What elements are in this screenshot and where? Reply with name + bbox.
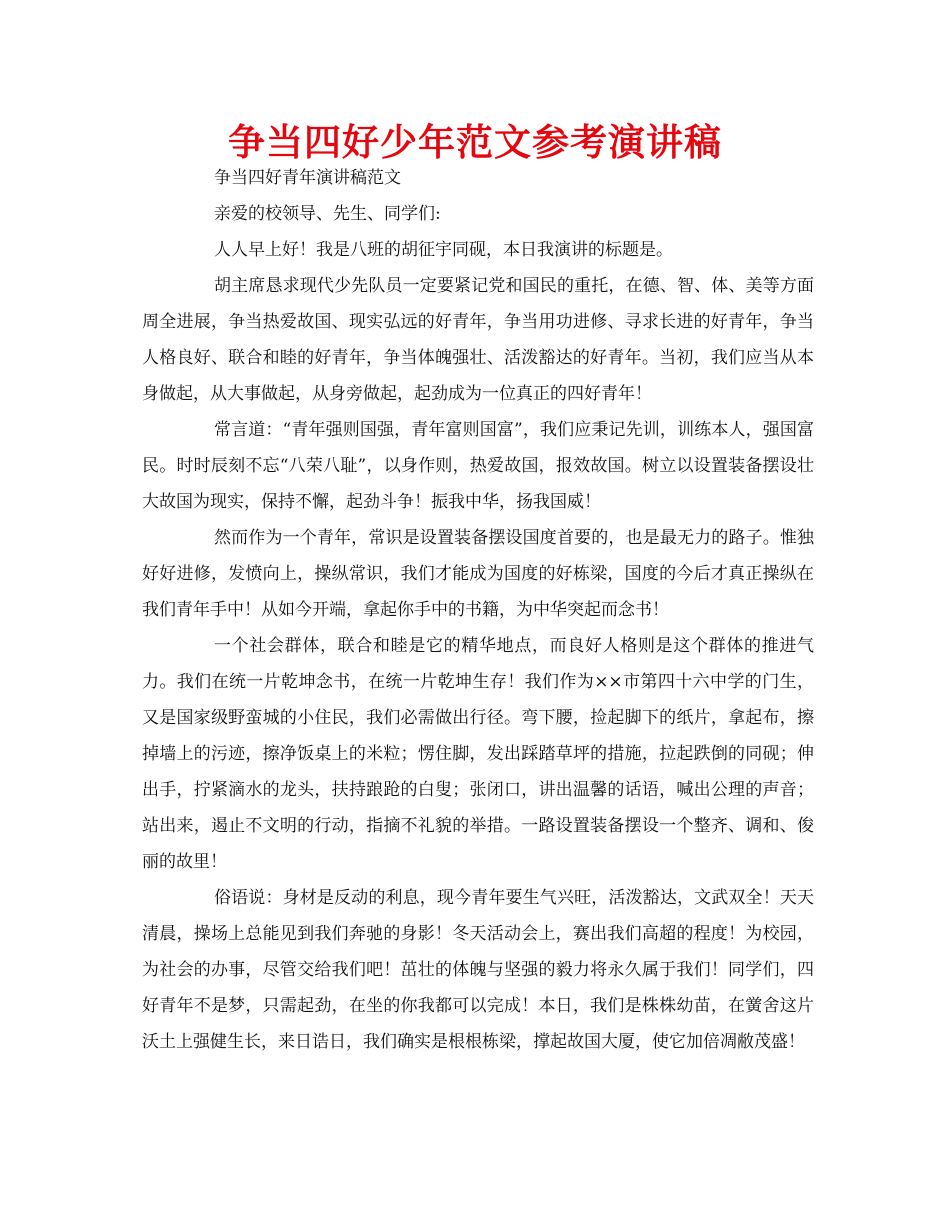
paragraph: 一个社会群体，联合和睦是它的精华地点，而良好人格则是这个群体的推进气力。我们在统一片乾坤念书，在统一片乾坤生存！我们作为××市第四十六中学的门生，又是国家级野蛮城的小住民，我们必需做出行径。弯下腰，捡起脚下的纸片，拿起布，擦掉墙上的污迹，擦净饭桌上的米粒；愣住脚，发出踩踏草坪的措施，拉起跌倒的同砚；伸出手，拧紧滴水的龙头，扶持踉跄的白叟；张闭口，讲出温馨的话语，喊出公理的声音；站出来，遏止不文明的行动，指摘不礼貌的举措。一路设置装备摆设一个整齐、调和、俊丽的故里！ <box>142 636 814 872</box>
document-subtitle: 争当四好青年演讲稿范文 <box>214 168 401 188</box>
document-title: 争当四好少年范文参考演讲稿 <box>228 121 722 164</box>
paragraph: 俗语说：身材是反动的利息，现今青年要生气兴旺，活泼豁达，文武双全！天天清晨，操场上总能见到我们奔驰的身影！冬天活动会上，赛出我们高超的程度！为校园，为社会的办事，尽管交给我们吧！茁壮的体魄与坚强的毅力将永久属于我们！同学们，四好青年不是梦，只需起劲，在坐的你我都可以完成！本日，我们是株株幼苗，在黉舍这片沃土上强健生长，来日诰日，我们确实是根根栋梁，撑起故国大厦，使它加倍凋敝茂盛！ <box>142 888 814 1052</box>
paragraph: 常言道：“青年强则国强，青年富则国富”，我们应秉记先训，训练本人，强国富民。时时辰刻不忘“八荣八耻”，以身作则，热爱故国，报效故国。树立以设置装备摆设壮大故国为现实，保持不懈，起劲斗争！振我中华，扬我国威！ <box>142 420 814 512</box>
paragraph: 然而作为一个青年，常识是设置装备摆设国度首要的，也是最无力的路子。惟独好好进修，发愤向上，操纵常识，我们才能成为国度的好栋梁，国度的今后才真正操纵在我们青年手中！从如今开端，拿起你手中的书籍，为中华突起而念书！ <box>142 528 814 620</box>
paragraph: 胡主席恳求现代少先队员一定要紧记党和国民的重托，在德、智、体、美等方面周全进展，争当热爱故国、现实弘远的好青年，争当用功进修、寻求长进的好青年，争当人格良好、联合和睦的好青年，争当体魄强壮、活泼豁达的好青年。当初，我们应当从本身做起，从大事做起，从身旁做起，起劲成为一位真正的四好青年！ <box>142 276 814 404</box>
greeting: 人人早上好！我是八班的胡征宇同砚，本日我演讲的标题是。 <box>214 240 673 260</box>
salutation: 亲爱的校领导、先生、同学们: <box>214 204 441 224</box>
document-body <box>142 160 814 1060</box>
